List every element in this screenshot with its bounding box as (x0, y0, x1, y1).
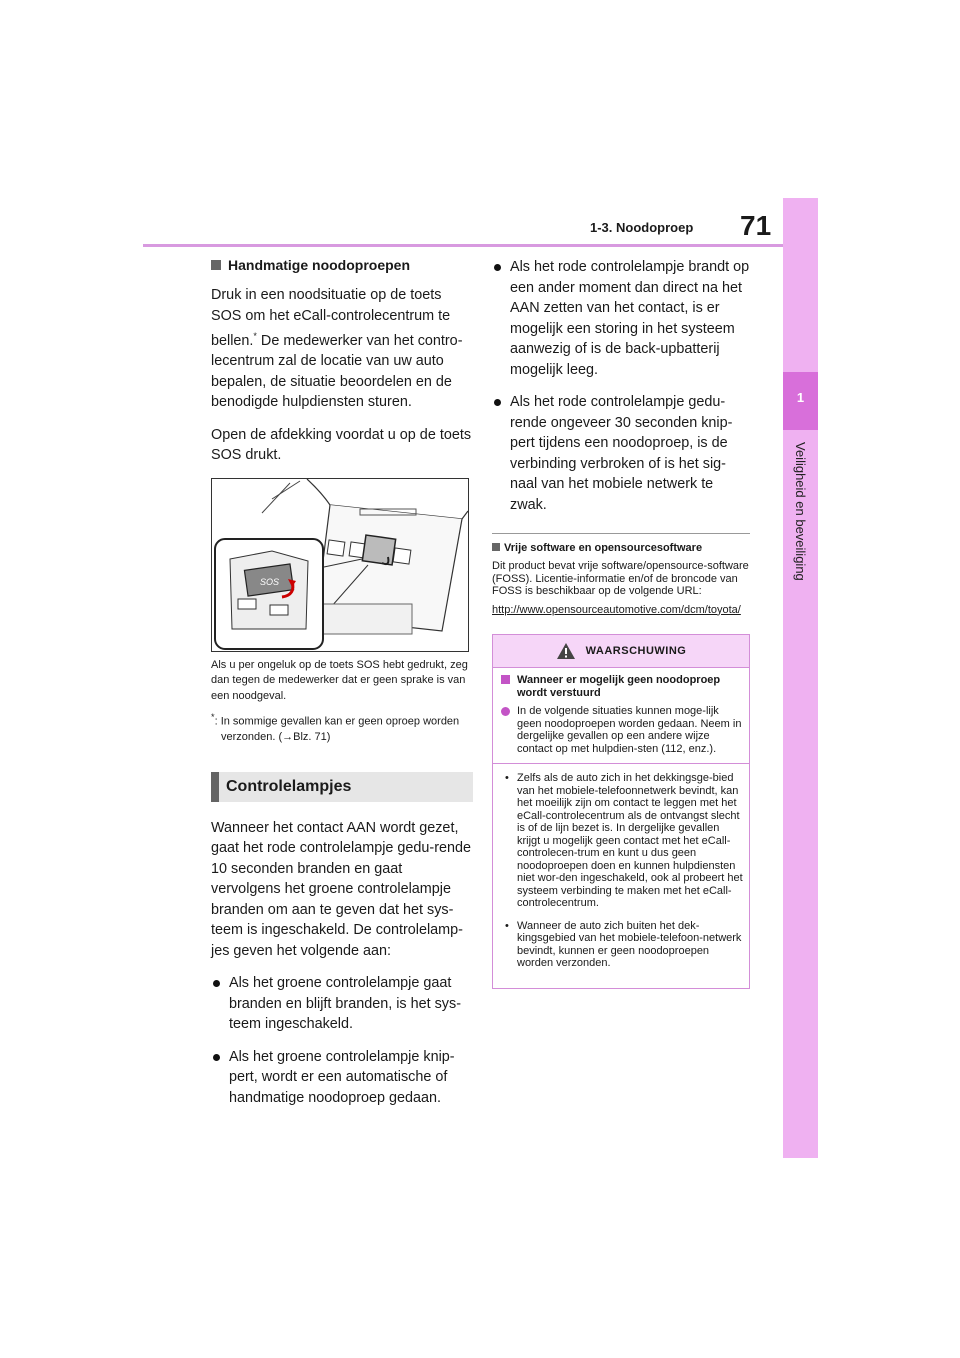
circle-bullet-icon (501, 707, 510, 716)
indicator-paragraph: Wanneer het contact AAN wordt gezet, gaat het rode controlelampje gedu-rende 10 seconden branden en gaat vervolgens het groene controlelampje branden om aan te geven dat het sys-teem is ingeschakeld. De controlelamp-jes geven het volgende aan: (211, 819, 472, 959)
overhead-console-illustration (212, 479, 468, 651)
list-item: Als het rode controlelampje gedu-rende ongeveer 30 seconden knip-pert tijdens een noodoproep, is de verbinding verbroken of is het sig-naal van het mobiele netwerk te zwak. (492, 392, 750, 515)
chapter-title: Veiligheid en beveiliging (793, 442, 808, 581)
divider (492, 533, 750, 534)
square-bullet-icon (211, 260, 221, 270)
warning-intro: In de volgende situaties kunnen moge-lijk geen noodoproepen worden gedaan. Neem in dergelijke gevallen op een andere wijze contact op met hulpdien-sten (112, enz.). (501, 705, 743, 755)
list-item: Als het groene controlelampje gaat branden en blijft branden, is het sys-teem ingeschakeld. (211, 973, 473, 1035)
figure-caption: Als u per ongeluk op de toets SOS hebt gedrukt, zeg dan tegen de medewerker dat er geen sprake is van een noodgeval. (211, 658, 468, 702)
oss-heading: Vrije software en opensourcesoftware (492, 542, 750, 554)
bullet-icon: • (505, 919, 509, 932)
page-number: 71 (740, 210, 772, 241)
oss-text: Dit product bevat vrije software/opensource-software (FOSS). Licentie-informatie en/of de broncode van FOSS is beschikbaar op de volgende URL: (492, 560, 749, 597)
list-item: Als het groene controlelampje knip-pert, wordt er een automatische of handmatige noodoproep gedaan. (211, 1047, 473, 1109)
square-bullet-icon (492, 543, 500, 551)
right-column (492, 257, 750, 989)
bullet-icon: • (505, 772, 509, 784)
list-item: • Wanneer de auto zich buiten het dek-kingsgebied van het mobiele-telefoon-netwerk bevindt, kunnen er geen noodoproepen worden verzonden. (505, 919, 742, 969)
warning-body (493, 668, 749, 988)
left-column (211, 257, 473, 1120)
footnote: *: In sommige gevallen kan er geen oproep worden verzonden. (→Blz. 71) (211, 712, 460, 744)
section-heading: Handmatige noodoproepen (211, 257, 473, 273)
bullet-icon (494, 399, 501, 406)
warning-triangle-icon (556, 642, 576, 660)
footnote-ref: * (253, 331, 257, 341)
warning-subheading: Wanneer er mogelijk geen noodoproep wordt verstuurd (501, 674, 743, 699)
section-band-title: Controlelampjes (211, 772, 473, 802)
chapter-number: 1 (796, 390, 805, 405)
chapter-tab (783, 198, 818, 1158)
warning-divider (493, 763, 749, 764)
square-bullet-icon (501, 675, 510, 684)
intro-paragraph: Druk in een noodsituatie op de toets SOS om het eCall-controlecentrum te bellen.* De medewerker van het contro-lecentrum zal de locatie van uw auto bepalen, de situatie beoordelen en de benodigde hulpdiensten sturen. (211, 287, 463, 411)
cover-paragraph: Open de afdekking voordat u op de toets SOS drukt. (211, 426, 472, 464)
list-item: • Zelfs als de auto zich in het dekkingsge-bied van het mobiele-telefoonnetwerk bevindt, kan het moeilijk zijn om contact te leggen met het eCall-controlecentrum als de ontvangst slecht is of de lijn bezet is. In dergelijke gevallen krijgt u mogelijk geen contact met het eCall-controlecen-trum en kunt u dus geen noodoproepen doen en kunnen hulpdiensten niet wor-den ingeschakeld, ook al probeert het systeem verbinding te maken met het eCall-controlecentrum. (505, 772, 743, 909)
header-rule (143, 244, 783, 247)
warning-header (493, 635, 749, 668)
section-title: 1-3. Noodoproep (590, 220, 694, 235)
list-item: Als het rode controlelampje brandt op een ander moment dan direct na het AAN zetten van het contact, is er mogelijk een storing in het systeem aanwezig of is de back-upbatterij mogelijk leeg. (492, 257, 750, 380)
warning-box (492, 634, 750, 989)
sos-key-label: SOS (260, 576, 280, 587)
bullet-icon (494, 264, 501, 271)
sos-button-illustration (211, 478, 469, 652)
warning-title: WAARSCHUWING (585, 645, 687, 657)
bullet-icon (213, 1054, 220, 1061)
bullet-icon (213, 980, 220, 987)
oss-link[interactable]: http://www.opensourceautomotive.com/dcm/toyota/ (492, 603, 741, 616)
